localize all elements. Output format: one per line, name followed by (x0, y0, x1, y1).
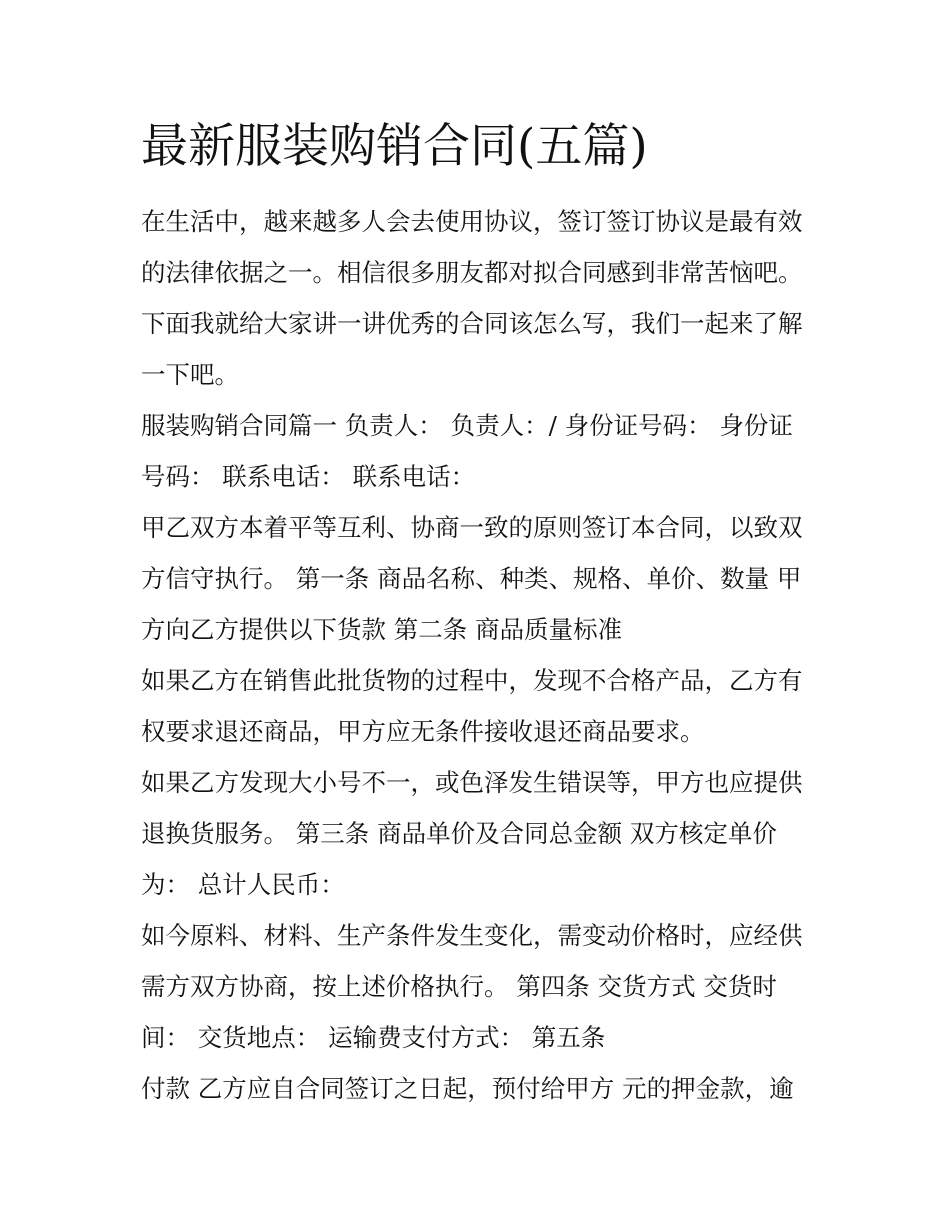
text-line: 为： 总计人民币： (141, 870, 345, 899)
text-line: 方向乙方提供以下货款 第二条 商品质量标准 (141, 615, 623, 644)
paragraph-principles (141, 502, 821, 655)
text-line: 号码： 联系电话： 联系电话： (141, 462, 476, 491)
text-line: 的法律依据之一。相信很多朋友都对拟合同感到非常苦恼吧。 (141, 258, 803, 287)
paragraph-intro (141, 196, 821, 400)
text-line: 一下吧。 (141, 360, 239, 389)
text-line: 付款 乙方应自合同签订之日起，预付给甲方 元的押金款，逾 (141, 1074, 794, 1103)
text-line: 服装购销合同篇一 负责人： 负责人：/ 身份证号码： 身份证 (141, 411, 793, 440)
paragraph-exchange (141, 757, 821, 910)
paragraph-parties (141, 400, 821, 502)
text-line: 间： 交货地点： 运输费支付方式： 第五条 (141, 1023, 606, 1052)
text-line: 下面我就给大家讲一讲优秀的合同该怎么写，我们一起来了解 (141, 309, 803, 338)
paragraph-returns (141, 655, 821, 757)
text-line: 在生活中，越来越多人会去使用协议，签订签订协议是最有效 (141, 207, 803, 236)
text-line: 权要求退还商品，甲方应无条件接收退还商品要求。 (141, 717, 705, 746)
document-body (141, 196, 821, 1114)
text-line: 需方双方协商，按上述价格执行。 第四条 交货方式 交货时 (141, 972, 777, 1001)
text-line: 甲乙双方本着平等互利、协商一致的原则签订本合同，以致双 (141, 513, 803, 542)
document-title: 最新服装购销合同(五篇) (141, 119, 648, 174)
text-line: 如今原料、材料、生产条件发生变化，需变动价格时，应经供 (141, 921, 803, 950)
paragraph-price-change (141, 910, 821, 1063)
text-line: 退换货服务。 第三条 商品单价及合同总金额 双方核定单价 (141, 819, 777, 848)
text-line: 如果乙方发现大小号不一，或色泽发生错误等，甲方也应提供 (141, 768, 803, 797)
text-line: 如果乙方在销售此批货物的过程中，发现不合格产品，乙方有 (141, 666, 803, 695)
paragraph-payment (141, 1063, 821, 1114)
text-line: 方信守执行。 第一条 商品名称、种类、规格、单价、数量 甲 (141, 564, 802, 593)
